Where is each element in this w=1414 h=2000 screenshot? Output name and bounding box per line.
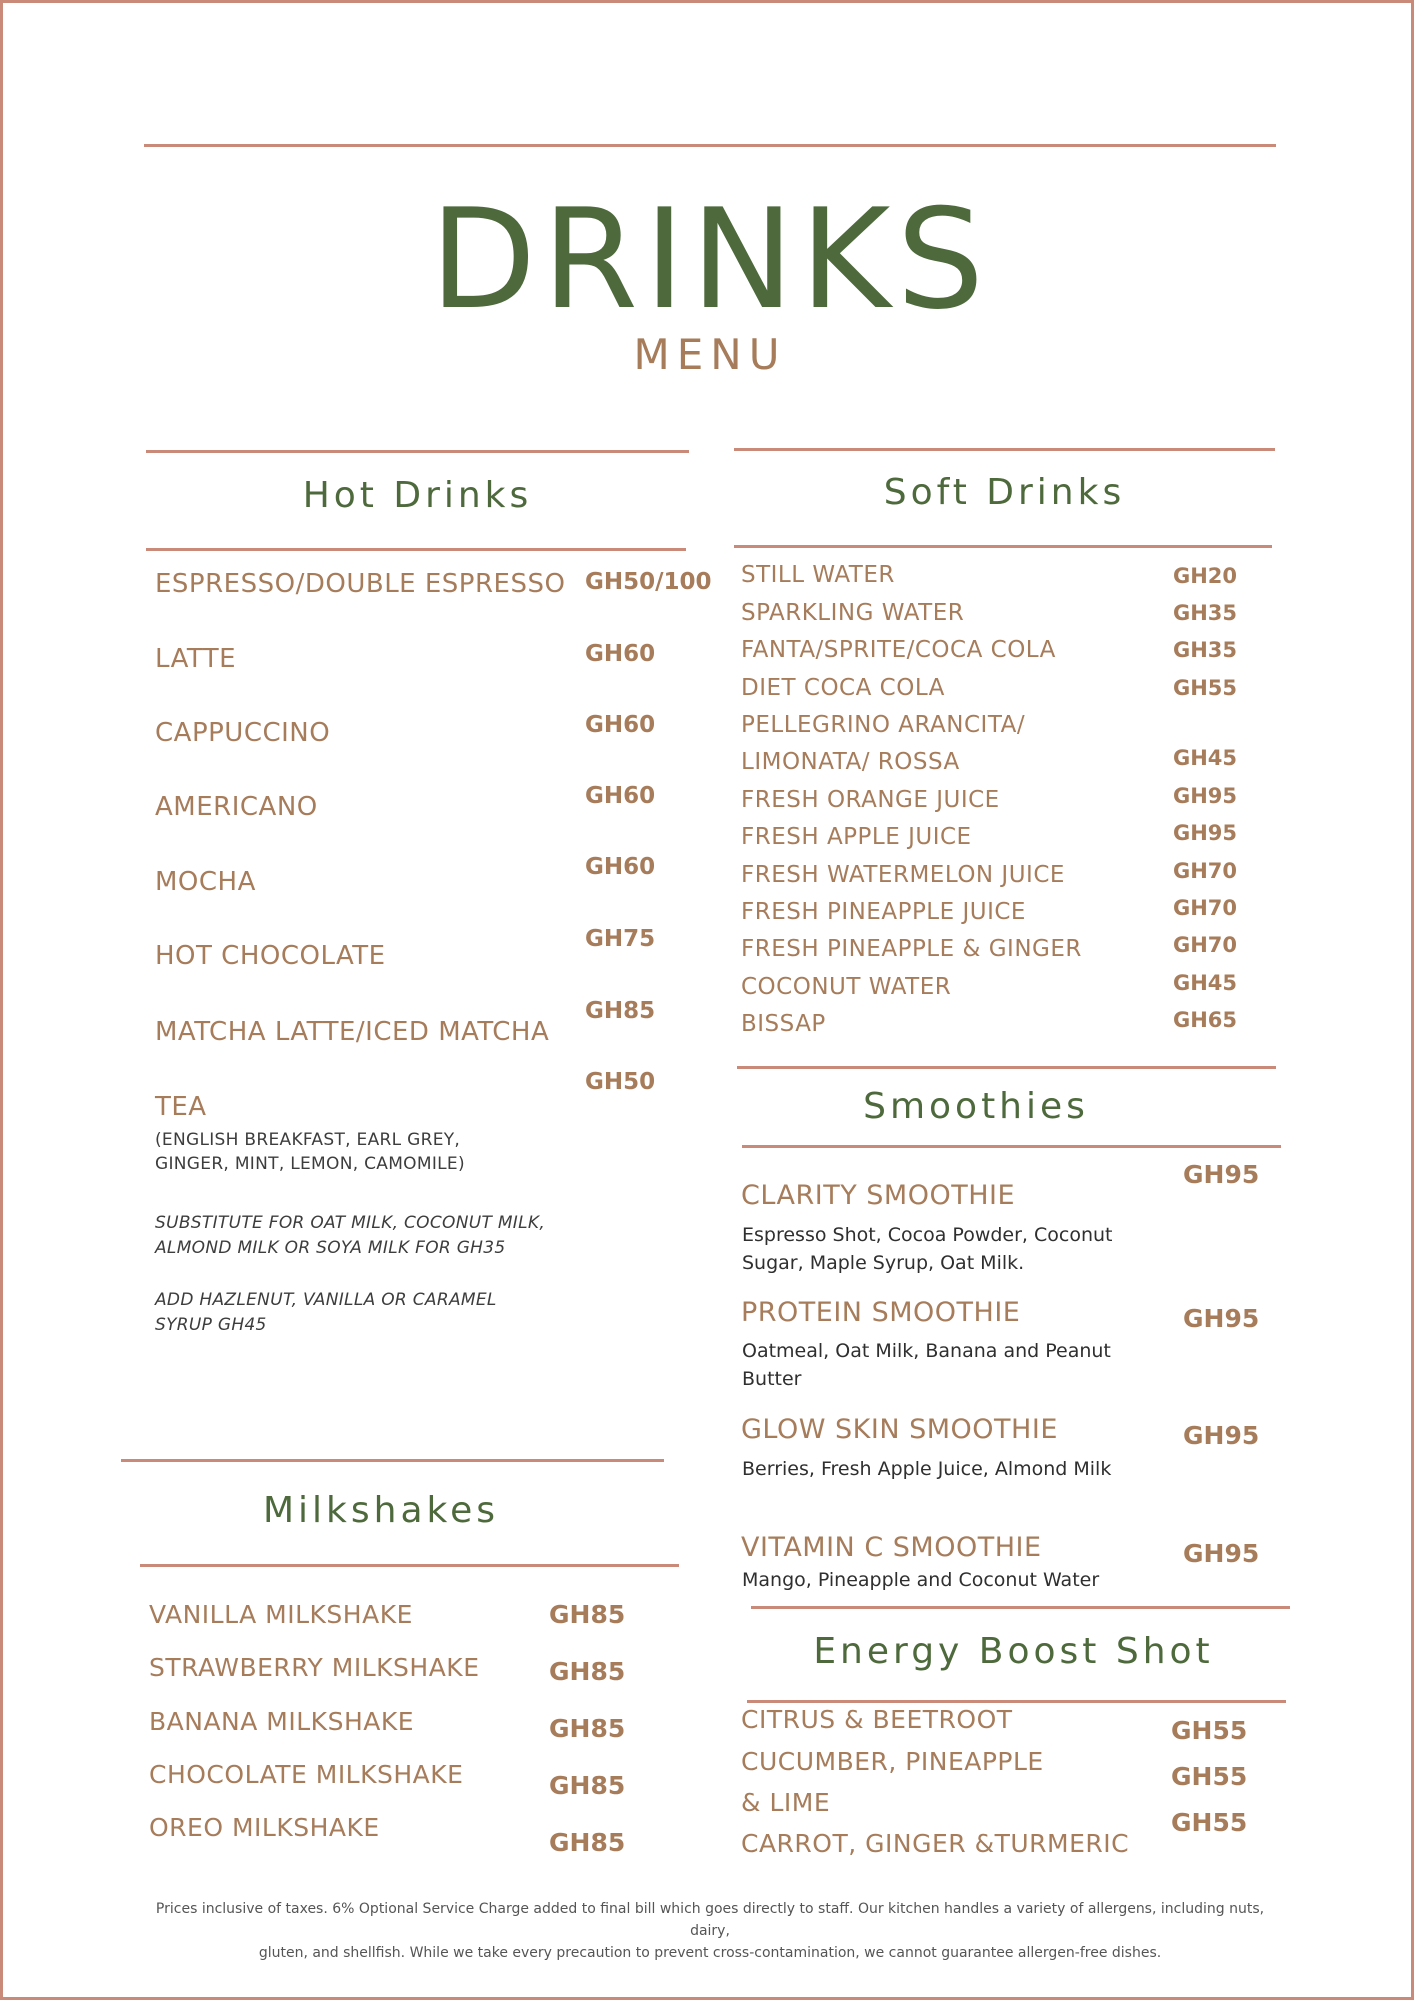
- hot-drinks-heading: Hot Drinks: [302, 475, 533, 516]
- milkshake-price: GH85: [549, 1600, 626, 1629]
- milkshake-price: GH85: [549, 1714, 626, 1743]
- footer-line1: Prices inclusive of taxes. 6% Optional Service Charge added to final bill which goes directly to staff. Our kitchen handles a variety of allergens, including nuts, dairy,: [155, 1901, 1265, 1939]
- energy-shot-name: CARROT, GINGER &TURMERIC: [741, 1829, 1130, 1858]
- smoothies-rule-bottom: [742, 1145, 1281, 1148]
- smoothie-name: CLARITY SMOOTHIE: [741, 1180, 1016, 1211]
- soft-drink-name: FRESH PINEAPPLE & GINGER: [741, 936, 1082, 962]
- energy-shot-price: GH55: [1171, 1716, 1248, 1745]
- footer-line2: gluten, and shellfish. While we take every precaution to prevent cross-contamination, we cannot guarantee allergen-free dishes.: [258, 1945, 1162, 1961]
- page-title: DRINKS: [429, 179, 991, 340]
- smoothies-rule-top: [737, 1066, 1276, 1069]
- energy-shot-name: CUCUMBER, PINEAPPLE: [741, 1747, 1044, 1776]
- top-rule: [144, 144, 1276, 147]
- smoothie-name: PROTEIN SMOOTHIE: [741, 1297, 1021, 1328]
- smoothie-description-line1: Espresso Shot, Cocoa Powder, Coconut: [742, 1224, 1113, 1246]
- hot-drink-name: MATCHA LATTE/ICED MATCHA: [155, 1017, 550, 1047]
- energy-shot-price: GH55: [1171, 1808, 1248, 1837]
- hot-drink-price: GH60: [585, 783, 656, 809]
- soft-drink-name: BISSAP: [741, 1011, 826, 1037]
- hot-drink-name: ESPRESSO/DOUBLE ESPRESSO: [155, 569, 566, 599]
- milkshakes-rule-top: [121, 1459, 664, 1462]
- milkshake-price: GH85: [549, 1657, 626, 1686]
- milkshakes-rule-bottom: [140, 1564, 679, 1567]
- milk-substitute-line2: ALMOND MILK OR SOYA MILK FOR GH35: [155, 1238, 506, 1258]
- smoothie-price: GH95: [1183, 1421, 1260, 1450]
- hot-drink-price: GH50/100: [585, 569, 712, 595]
- smoothie-price: GH95: [1183, 1160, 1260, 1189]
- soft-drink-price: GH45: [1173, 971, 1238, 995]
- soft-drink-price: GH70: [1173, 896, 1238, 920]
- smoothie-description-line1: Berries, Fresh Apple Juice, Almond Milk: [742, 1458, 1112, 1480]
- hot-drink-price: GH50: [585, 1069, 656, 1095]
- soft-drink-price: GH70: [1173, 859, 1238, 883]
- milkshake-name: STRAWBERRY MILKSHAKE: [149, 1653, 480, 1682]
- page-subtitle: MENU: [633, 330, 787, 379]
- hot-drink-price: GH75: [585, 926, 656, 952]
- tea-varieties-line1: (ENGLISH BREAKFAST, EARL GREY,: [155, 1130, 461, 1150]
- hot-drink-price: GH60: [585, 854, 656, 880]
- smoothie-name: VITAMIN C SMOOTHIE: [741, 1532, 1042, 1563]
- smoothie-price: GH95: [1183, 1304, 1260, 1333]
- soft-drinks-heading: Soft Drinks: [883, 472, 1126, 513]
- smoothies-heading: Smoothies: [863, 1086, 1089, 1127]
- milkshake-price: GH85: [549, 1828, 626, 1857]
- hot-drink-price: GH60: [585, 641, 656, 667]
- soft-drink-name: SPARKLING WATER: [741, 600, 965, 626]
- soft-drink-price: GH95: [1173, 784, 1238, 808]
- soft-drink-price: GH70: [1173, 933, 1238, 957]
- soft-drink-name: COCONUT WATER: [741, 974, 952, 1000]
- syrup-addon-line2: SYRUP GH45: [155, 1315, 267, 1335]
- soft-drink-price: GH55: [1173, 676, 1238, 700]
- soft-drink-price: GH45: [1173, 746, 1238, 770]
- hot-drinks-rule-bottom: [146, 548, 686, 551]
- milkshakes-heading: Milkshakes: [262, 1490, 499, 1531]
- energy-shot-name: CITRUS & BEETROOT: [741, 1705, 1013, 1734]
- hot-drink-name: LATTE: [155, 644, 237, 674]
- hot-drink-name: MOCHA: [155, 867, 256, 897]
- energy-boost-rule-bottom: [747, 1700, 1286, 1703]
- smoothie-description-line1: Oatmeal, Oat Milk, Banana and Peanut: [742, 1340, 1111, 1362]
- soft-drinks-rule-top: [734, 448, 1275, 451]
- hot-drink-name: TEA: [155, 1092, 207, 1122]
- soft-drink-price: GH65: [1173, 1008, 1238, 1032]
- soft-drink-price: GH35: [1173, 601, 1238, 625]
- hot-drink-price: GH60: [585, 712, 656, 738]
- soft-drink-name: FRESH PINEAPPLE JUICE: [741, 899, 1026, 925]
- hot-drink-name: AMERICANO: [155, 792, 318, 822]
- hot-drink-name: CAPPUCCINO: [155, 718, 331, 748]
- hot-drink-price: GH85: [585, 998, 656, 1024]
- footer-disclaimer: [143, 1898, 1277, 1964]
- soft-drink-price: GH35: [1173, 638, 1238, 662]
- energy-boost-heading: Energy Boost Shot: [813, 1631, 1214, 1672]
- milkshake-name: BANANA MILKSHAKE: [149, 1707, 415, 1736]
- milkshake-price: GH85: [549, 1771, 626, 1800]
- milkshake-name: OREO MILKSHAKE: [149, 1813, 380, 1842]
- soft-drink-name: FRESH ORANGE JUICE: [741, 787, 1000, 813]
- soft-drink-name: STILL WATER: [741, 562, 895, 588]
- soft-drink-name: FANTA/SPRITE/COCA COLA: [741, 637, 1056, 663]
- soft-drink-name: FRESH WATERMELON JUICE: [741, 862, 1065, 888]
- soft-drink-name: PELLEGRINO ARANCITA/: [741, 712, 1026, 738]
- soft-drink-price: GH95: [1173, 821, 1238, 845]
- smoothie-name: GLOW SKIN SMOOTHIE: [741, 1414, 1058, 1445]
- energy-boost-rule-top: [751, 1606, 1290, 1609]
- energy-shot-name: & LIME: [741, 1788, 831, 1817]
- soft-drink-name: FRESH APPLE JUICE: [741, 824, 972, 850]
- smoothie-description-line1: Mango, Pineapple and Coconut Water: [742, 1569, 1100, 1591]
- energy-shot-price: GH55: [1171, 1762, 1248, 1791]
- milk-substitute-line1: SUBSTITUTE FOR OAT MILK, COCONUT MILK,: [155, 1213, 546, 1233]
- smoothie-description-line2: Butter: [742, 1368, 802, 1390]
- hot-drinks-rule-top: [146, 450, 689, 453]
- soft-drink-name: DIET COCA COLA: [741, 675, 945, 701]
- syrup-addon-line1: ADD HAZLENUT, VANILLA OR CARAMEL: [155, 1290, 497, 1310]
- soft-drinks-rule-bottom: [734, 545, 1272, 548]
- soft-drink-price: GH20: [1173, 564, 1238, 588]
- soft-drink-name: LIMONATA/ ROSSA: [741, 749, 960, 775]
- hot-drink-name: HOT CHOCOLATE: [155, 941, 386, 971]
- milkshake-name: VANILLA MILKSHAKE: [149, 1600, 413, 1629]
- tea-varieties-line2: GINGER, MINT, LEMON, CAMOMILE): [155, 1154, 465, 1174]
- milkshake-name: CHOCOLATE MILKSHAKE: [149, 1760, 464, 1789]
- smoothie-description-line2: Sugar, Maple Syrup, Oat Milk.: [742, 1252, 1025, 1274]
- smoothie-price: GH95: [1183, 1539, 1260, 1568]
